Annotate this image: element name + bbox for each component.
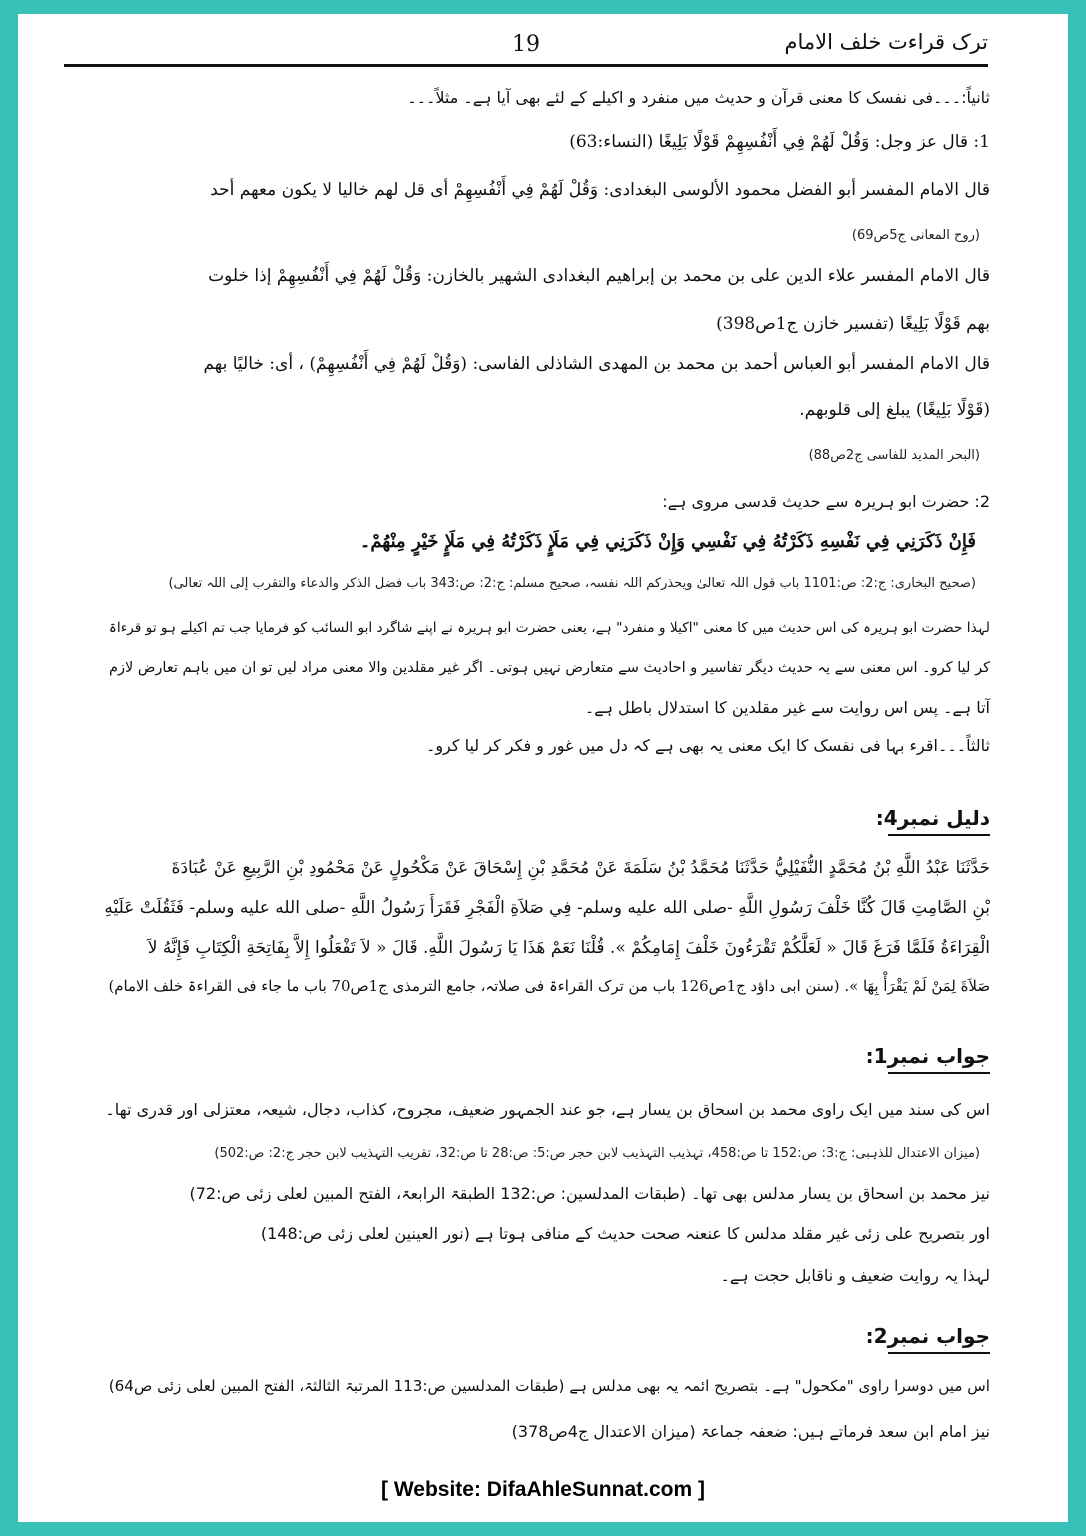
text-line: 2: حضرت ابو ہریرہ سے حدیث قدسی مروی ہے:	[662, 492, 990, 511]
header-rule	[64, 64, 988, 67]
hadith-text-line: حَدَّثَنَا عَبْدُ اللَّهِ بْنُ مُحَمَّدٍ النُّفَيْلِيُّ حَدَّثَنَا مُحَمَّدُ بْنُ سَلَمَةَ عَنْ مُحَمَّدِ بْنِ إِسْحَاقَ عَنْ مَكْحُولٍ عَنْ مَحْمُودِ بْنِ الرَّبِيعِ عَنْ عُبَادَةَ	[171, 858, 990, 878]
tafsir-quote-line: قال الامام المفسر أبو الفضل محمود الألوسی البغدادی: وَقُلْ لَهُمْ فِي أَنْفُسِهِمْ أی قل لهم خالیا لا یکون معهم أحد	[210, 180, 990, 200]
tafsir-quote-line: قال الامام المفسر أبو العباس أحمد بن محمد بن المهدی الشاذلی الفاسی: (وَقُلْ لَهُمْ فِي أَنْفُسِهِمْ) ، أی: خالیًا بهم	[203, 354, 990, 374]
section-heading-jawab-2: جواب نمبر2:	[865, 1324, 990, 1348]
reference-line: (صحیح البخاری: ج:2: ص:1101 باب قول اللہ تعالیٰ ویحذرکم اللہ نفسہ، صحیح مسلم: ج:2: ص:343 باب فضل الذکر والدعاء والتقرب إلی اللہ تعالی)	[168, 576, 976, 591]
website-footer-link[interactable]: [ Website: DifaAhleSunnat.com ]	[381, 1478, 705, 1501]
section-heading-dalil-4: دلیل نمبر4:	[875, 806, 990, 830]
hadith-text-line: الْقِرَاءَةُ فَلَمَّا فَرَغَ قَالَ « لَعَلَّكُمْ تَقْرَءُونَ خَلْفَ إِمَامِكُمْ ». قُلْنَا نَعَمْ هَذَا يَا رَسُولَ اللَّهِ. قَالَ « لاَ تَفْعَلُوا إِلاَّ بِفَاتِحَةِ الْكِتَابِ فَإِنَّهُ لاَ	[147, 938, 990, 958]
tafsir-quote-line: بهم قَوْلًا بَلِيغًا (تفسیر خازن ج1ص398)	[716, 314, 990, 334]
text-line: ثانیاً:۔۔۔فی نفسک کا معنی قرآن و حدیث میں منفرد و اکیلے کے لئے بھی آیا ہے۔ مثلاً۔۔۔	[407, 88, 990, 107]
book-title: ترک قراءت خلف الامام	[784, 30, 988, 54]
tafsir-quote-line: (قَوْلًا بَلِيغًا) یبلغ إلی قلوبهم.	[799, 400, 990, 420]
text-line: اور بتصریح علی زئی غیر مقلد مدلس کا عنعنہ صحت حدیث کے منافی ہوتا ہے (نور العینین لعلی زئی ص:148)	[260, 1224, 990, 1243]
hadith-text-line: بْنِ الصَّامِتِ قَالَ كُنَّا خَلْفَ رَسُولِ اللَّهِ -صلى الله عليه وسلم- فِي صَلاَةِ الْفَجْرِ فَقَرَأَ رَسُولُ اللَّهِ -صلى الله عليه وسلم- فَثَقُلَتْ عَلَيْهِ	[104, 898, 990, 918]
text-line: نیز محمد بن اسحاق بن یسار مدلس بھی تھا۔ (طبقات المدلسین: ص:132 الطبقۃ الرابعۃ، الفتح المبین لعلی زئی ص:72)	[189, 1184, 990, 1203]
page-number: 19	[512, 32, 540, 57]
hadith-text-line: فَإِنْ ذَكَرَنِي فِي نَفْسِهِ ذَكَرْتُهُ فِي نَفْسِي وَإِنْ ذَكَرَنِي فِي مَلَإٍ ذَكَرْتُهُ فِي مَلَإٍ خَيْرٍ مِنْهُمْ۔	[359, 531, 976, 552]
heading-underline	[888, 1072, 990, 1074]
reference-line: (روح المعانی ج5ص69)	[851, 228, 980, 243]
reference-line: (البحر المدید للفاسی ج2ص88)	[808, 448, 980, 463]
section-heading-jawab-1: جواب نمبر1:	[865, 1044, 990, 1068]
text-line: آتا ہے۔ پس اس روایت سے غیر مقلدین کا استدلال باطل ہے۔	[584, 698, 990, 717]
text-line: اس میں دوسرا راوی "مکحول" ہے۔ بتصریح ائمہ یہ بھی مدلس ہے (طبقات المدلسین ص:113 المرتبۃ الثالثۃ، الفتح المبین لعلی زئی ص64)	[108, 1377, 990, 1395]
heading-underline	[888, 834, 990, 836]
text-line: کر لیا کرو۔ اس معنی سے یہ حدیث دیگر تفاسیر و احادیث سے متعارض نہیں ہوتی۔ اگر غیر مقلدین والا معنی مراد لیں تو ان میں باہم تعارض لازم	[108, 660, 990, 676]
text-line: لہذا یہ روایت ضعیف و ناقابل حجت ہے۔	[720, 1266, 990, 1285]
text-line: لہذا حضرت ابو ہریرہ کی اس حدیث میں کا معنی "اکیلا و منفرد" ہے، یعنی حضرت ابو ہریرہ نے اپنے شاگرد ابو السائب کو فرمایا جب تم اکیلے ہو تو قرءاۃ	[108, 620, 990, 636]
text-line: ثالثاً۔۔۔اقرء بہا فی نفسک کا ایک معنی یہ بھی ہے کہ دل میں غور و فکر کر لیا کرو۔	[425, 736, 990, 755]
text-line: نیز امام ابن سعد فرماتے ہیں: ضعفہ جماعۃ (میزان الاعتدال ج4ص378)	[511, 1422, 990, 1441]
text-line: اس کی سند میں ایک راوی محمد بن اسحاق بن یسار ہے، جو عند الجمہور ضعیف، مجروح، کذاب، دجال، شیعہ، معتزلی اور قدری تھا۔	[105, 1100, 990, 1119]
hadith-text-line: صَلاَةَ لِمَنْ لَمْ يَقْرَأْ بِهَا ». (سنن ابی داؤد ج1ص126 باب من ترک القراءۃ فی صلاتہ، جامع الترمذی ج1ص70 باب ما جاء فی القراءۃ خلف الامام)	[108, 977, 990, 995]
tafsir-quote-line: قال الامام المفسر علاء الدین علی بن محمد بن إبراهیم البغدادی الشهیر بالخازن: وَقُلْ لَهُمْ فِي أَنْفُسِهِمْ إذا خلوت	[208, 266, 990, 286]
page-header	[64, 22, 988, 72]
quran-verse-line: 1: قال عز وجل: وَقُلْ لَهُمْ فِي أَنْفُسِهِمْ قَوْلًا بَلِيغًا (النساء:63)	[569, 132, 990, 152]
reference-line: (میزان الاعتدال للذہبی: ج:3: ص:152 تا ص:458، تہذیب التہذیب لابن حجر ص:5: ص:28 تا ص:32، تقریب التہذیب لابن حجر ج:2: ص:502)	[214, 1146, 980, 1161]
heading-underline	[888, 1352, 990, 1354]
